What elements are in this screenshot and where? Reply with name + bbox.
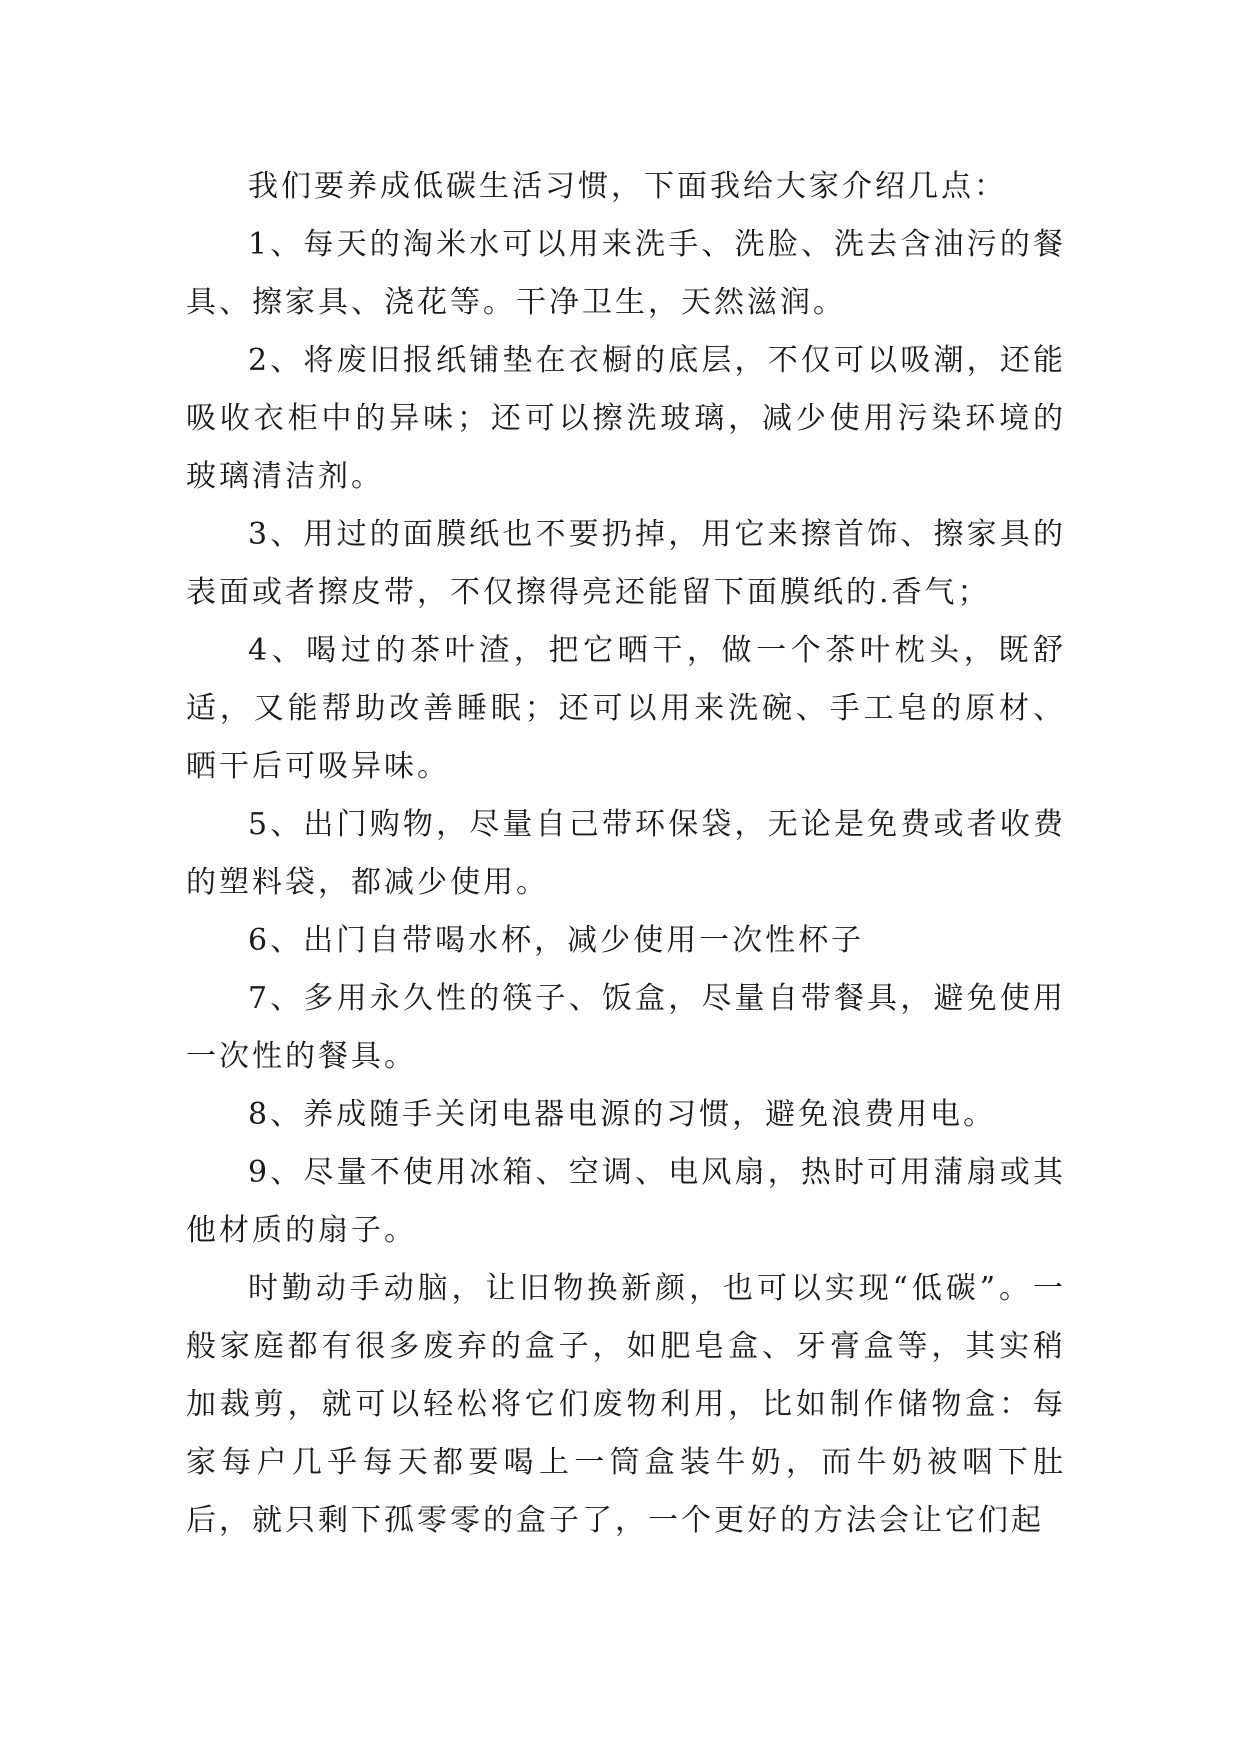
tip-paragraph-7: 7、多用永久性的筷子、饭盒，尽量自带餐具，避免使用一次性的餐具。: [186, 981, 1066, 1074]
tip-paragraph-1: 1、每天的淘米水可以用来洗手、洗脸、洗去含油污的餐具、擦家具、浇花等。干净卫生，天然滋润。: [186, 227, 1066, 320]
tip-paragraph-9: 9、尽量不使用冰箱、空调、电风扇，热时可用蒲扇或其他材质的扇子。: [186, 1155, 1066, 1248]
tip-paragraph-4: 4、喝过的茶叶渣，把它晒干，做一个茶叶枕头，既舒适，又能帮助改善睡眠；还可以用来洗碗、手工皂的原材、晒干后可吸异味。: [186, 633, 1066, 784]
tip-paragraph-2: 2、将废旧报纸铺垫在衣橱的底层，不仅可以吸潮，还能吸收衣柜中的异味；还可以擦洗玻璃，减少使用污染环境的玻璃清洁剂。: [186, 343, 1066, 494]
document-body: [186, 158, 1066, 1550]
tip-paragraph-3: 3、用过的面膜纸也不要扔掉，用它来擦首饰、擦家具的表面或者擦皮带，不仅擦得亮还能留下面膜纸的.香气；: [186, 517, 1066, 610]
tip-paragraph-6: 6、出门自带喝水杯，减少使用一次性杯子: [248, 923, 865, 958]
tip-paragraph-8: 8、养成随手关闭电器电源的习惯，避免浪费用电。: [248, 1097, 997, 1132]
intro-paragraph: 我们要养成低碳生活习惯，下面我给大家介绍几点：: [248, 169, 1007, 204]
closing-paragraph: 时勤动手动脑，让旧物换新颜，也可以实现“低碳”。一般家庭都有很多废弃的盒子，如肥皂盒、牙膏盒等，其实稍加裁剪，就可以轻松将它们废物利用，比如制作储物盒：每家每户几乎每天都要喝上一筒盒装牛奶，而牛奶被咽下肚后，就只剩下孤零零的盒子了，一个更好的方法会让它们起: [186, 1271, 1066, 1538]
tip-paragraph-5: 5、出门购物，尽量自己带环保袋，无论是免费或者收费的塑料袋，都减少使用。: [186, 807, 1066, 900]
